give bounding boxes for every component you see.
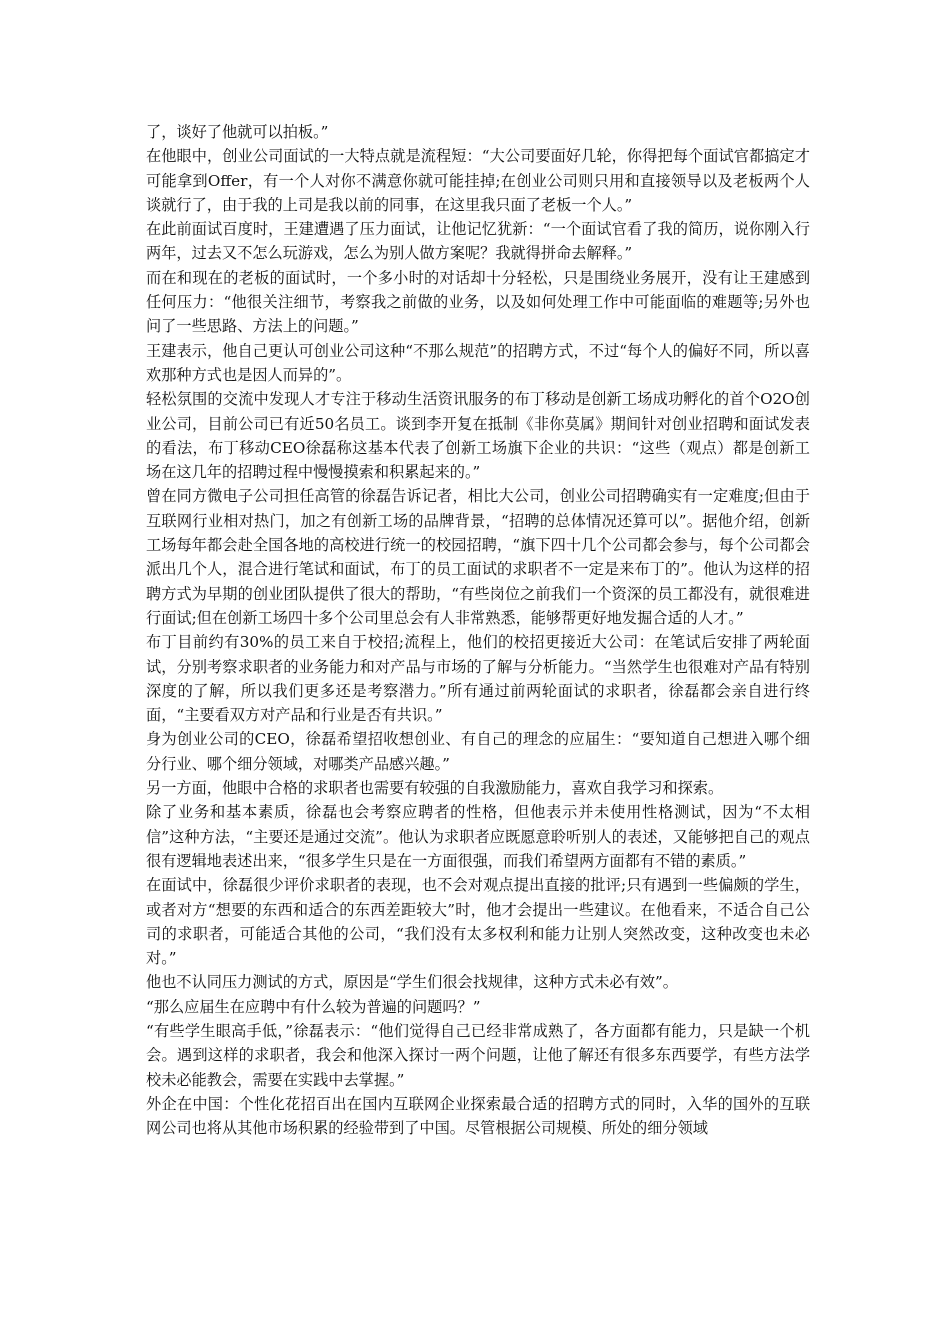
paragraph: “那么应届生在应聘中有什么较为普遍的问题吗？” xyxy=(146,997,481,1016)
paragraph: 身为创业公司的CEO，徐磊希望招收想创业、有自己的理念的应届生：“要知道自己想进入哪个细分行业、哪个细分领域，对哪类产品感兴趣。” xyxy=(146,730,810,773)
paragraph: 在此前面试百度时，王建遭遇了压力面试，让他记忆犹新：“一个面试官看了我的简历，说你刚入行两年，过去又不怎么玩游戏，怎么为别人做方案呢？我就得拼命去解释。” xyxy=(146,220,810,263)
paragraph: 了，谈好了他就可以拍板。” xyxy=(146,123,329,141)
paragraph: 王建表示，他自己更认可创业公司这种“不那么规范”的招聘方式，不过“每个人的偏好不同，所以喜欢那种方式也是因人而异的”。 xyxy=(146,341,810,384)
paragraph: 轻松氛围的交流中发现人才专注于移动生活资讯服务的布丁移动是创新工场成功孵化的首个O2O创业公司，目前公司已有近50名员工。谈到李开复在抵制《非你莫属》期间针对创业招聘和面试发表的看法，布丁移动CEO徐磊称这基本代表了创新工场旗下企业的共识：“这些（观点）都是创新工场在这几年的招聘过程中慢慢摸索和积累起来的。” xyxy=(146,390,810,482)
paragraph: 在他眼中，创业公司面试的一大特点就是流程短：“大公司要面好几轮，你得把每个面试官都搞定才可能拿到Offer，有一个人对你不满意你就可能挂掉;在创业公司则只用和直接领导以及老板两个人谈就行了，由于我的上司是我以前的同事，在这里我只面了老板一个人。” xyxy=(146,147,810,214)
paragraph: 另一方面，他眼中合格的求职者也需要有较强的自我激励能力，喜欢自我学习和探索。 xyxy=(146,779,724,798)
paragraph: 他也不认同压力测试的方式，原因是“学生们很会找规律，这种方式未必有效”。 xyxy=(146,973,678,992)
paragraph: 除了业务和基本素质，徐磊也会考察应聘者的性格，但他表示并未使用性格测试，因为“不太相信”这种方法，“主要还是通过交流”。他认为求职者应既愿意聆听别人的表述，又能够把自己的观点很有逻辑地表述出来，“很多学生只是在一方面很强，而我们希望两方面都有不错的素质。” xyxy=(146,803,810,870)
paragraph: 在面试中，徐磊很少评价求职者的表现，也不会对观点提出直接的批评;只有遇到一些偏颇的学生，或者对方“想要的东西和适合的东西差距较大”时，他才会提出一些建议。在他看来，不适合自己公司的求职者，可能适合其他的公司，“我们没有太多权利和能力让别人突然改变，这种改变也未必对。” xyxy=(146,876,810,968)
paragraph: “有些学生眼高手低，”徐磊表示：“他们觉得自己已经非常成熟了，各方面都有能力，只是缺一个机会。遇到这样的求职者，我会和他深入探讨一两个问题，让他了解还有很多东西要学，有些方法学校未必能教会，需要在实践中去掌握。” xyxy=(146,1021,810,1089)
document-body xyxy=(146,120,810,1140)
paragraph: 外企在中国：个性化花招百出在国内互联网企业探索最合适的招聘方式的同时，入华的国外的互联网公司也将从其他市场积累的经验带到了中国。尽管根据公司规模、所处的细分领域 xyxy=(146,1094,810,1138)
paragraph: 而在和现在的老板的面试时，一个多小时的对话却十分轻松，只是围绕业务展开，没有让王建感到任何压力：“他很关注细节，考察我之前做的业务，以及如何处理工作中可能面临的难题等;另外也问了一些思路、方法上的问题。” xyxy=(146,268,810,336)
paragraph: 布丁目前约有30%的员工来自于校招;流程上，他们的校招更接近大公司：在笔试后安排了两轮面试，分别考察求职者的业务能力和对产品与市场的了解与分析能力。“当然学生也很难对产品有特别深度的了解，所以我们更多还是考察潜力。”所有通过前两轮面试的求职者，徐磊都会亲自进行终面，“主要看双方对产品和行业是否有共识。” xyxy=(146,633,810,725)
paragraph: 曾在同方微电子公司担任高管的徐磊告诉记者，相比大公司，创业公司招聘确实有一定难度;但由于互联网行业相对热门，加之有创新工场的品牌背景，“招聘的总体情况还算可以”。据他介绍，创新工场每年都会赴全国各地的高校进行统一的校园招聘，“旗下四十几个公司都会参与，每个公司都会派出几个人，混合进行笔试和面试，布丁的员工面试的求职者不一定是来布丁的”。他认为这样的招聘方式为早期的创业团队提供了很大的帮助，“有些岗位之前我们一个资深的员工都没有，就很难进行面试;但在创新工场四十多个公司里总会有人非常熟悉，能够帮更好地发掘合适的人才。” xyxy=(146,487,810,627)
